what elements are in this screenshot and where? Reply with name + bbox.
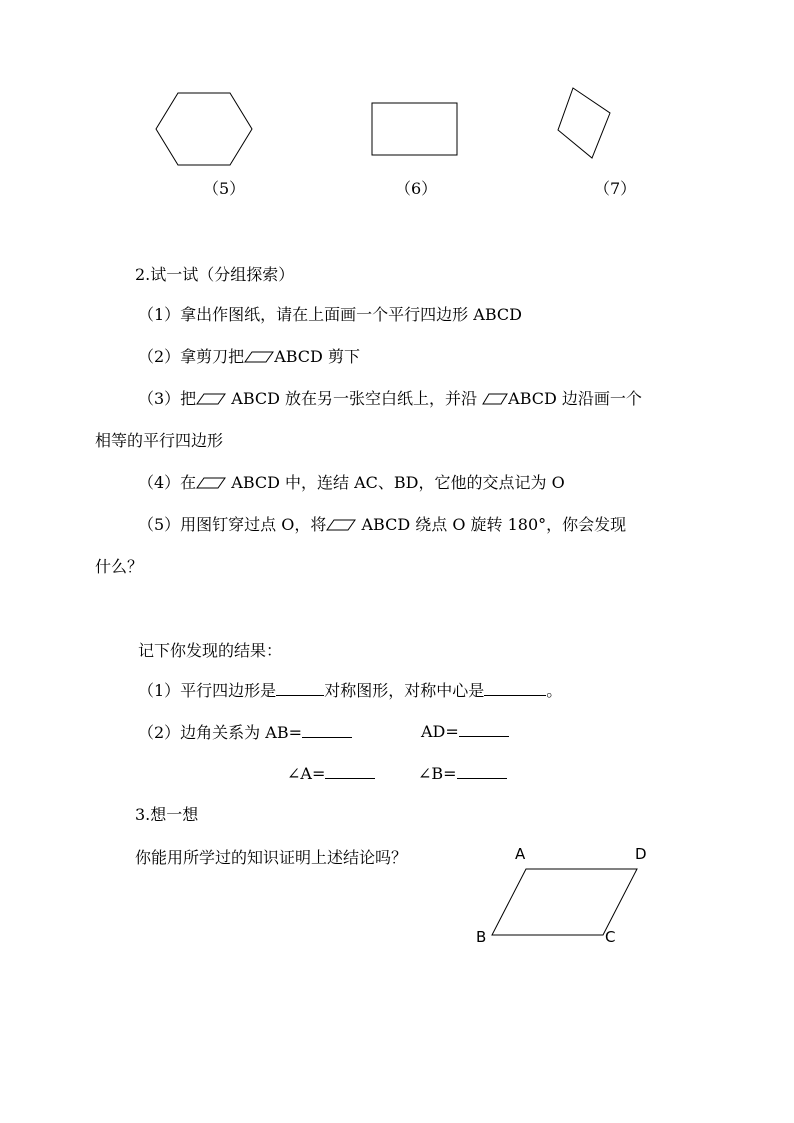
rectangle-figure <box>370 100 460 158</box>
step-1: （1）拿出作图纸，请在上面画一个平行四边形 ABCD <box>138 305 522 324</box>
parallelogram-icon <box>196 392 226 406</box>
parallelogram-icon <box>326 518 356 532</box>
vertex-a-label: A <box>515 845 526 863</box>
step-4-prefix: （4）在 <box>138 473 197 492</box>
section-3-question: 你能用所学过的知识证明上述结论吗？ <box>135 848 408 867</box>
parallelogram-icon <box>196 476 226 490</box>
section-3-title: 3.想一想 <box>135 805 199 824</box>
vertex-d-label: D <box>635 845 647 863</box>
rhombus-figure <box>555 85 615 163</box>
step-3 <box>138 386 642 409</box>
hexagon-figure <box>150 88 258 170</box>
step-3-continued: 相等的平行四边形 <box>95 431 224 450</box>
angle-a-row <box>287 762 375 783</box>
figure-7-label: （7） <box>594 179 637 198</box>
step-3-part-b: ABCD 放在另一张空白纸上，并沿 <box>226 389 483 408</box>
parallelogram-abcd-figure <box>480 860 650 945</box>
result-1-middle: 对称图形，对称中心是 <box>324 681 485 700</box>
symmetry-type-blank[interactable] <box>276 679 324 696</box>
vertex-b-label: B <box>476 928 487 946</box>
step-4 <box>138 470 565 493</box>
step-4-suffix: ABCD 中，连结 AC、BD，它他的交点记为 O <box>226 473 565 492</box>
step-3-part-c: ABCD 边沿画一个 <box>508 389 642 408</box>
figure-6-label: （6） <box>395 179 438 198</box>
result-1-prefix: （1）平行四边形是 <box>138 681 277 700</box>
result-1-end: 。 <box>546 681 563 700</box>
ab-blank[interactable] <box>302 721 352 738</box>
symmetry-center-blank[interactable] <box>484 679 546 696</box>
figure-5-label: （5） <box>203 179 246 198</box>
angle-b-row <box>418 762 507 783</box>
step-5 <box>138 512 626 535</box>
step-2-prefix: （2）拿剪刀把 <box>138 347 245 366</box>
result-2-ad <box>421 720 509 741</box>
result-1 <box>138 678 562 701</box>
ad-label: AD= <box>421 722 459 741</box>
vertex-c-label: C <box>605 928 616 946</box>
step-5-continued: 什么？ <box>95 557 144 576</box>
angle-a-blank[interactable] <box>325 762 375 779</box>
result-2 <box>138 720 352 743</box>
results-intro: 记下你发现的结果： <box>138 641 283 660</box>
step-5-prefix: （5）用图钉穿过点 O，将 <box>138 515 327 534</box>
angle-b-blank[interactable] <box>457 762 507 779</box>
step-5-suffix: ABCD 绕点 O 旋转 180°，你会发现 <box>356 515 627 534</box>
section-2-title: 2.试一试（分组探索） <box>135 265 295 284</box>
angle-a-label: ∠A= <box>287 764 326 783</box>
parallelogram-icon <box>482 392 508 406</box>
step-3-part-a: （3）把 <box>138 389 197 408</box>
angle-b-label: ∠B= <box>418 764 457 783</box>
step-2-suffix: ABCD 剪下 <box>274 347 360 366</box>
result-2-prefix: （2）边角关系为 AB= <box>138 723 302 742</box>
ad-blank[interactable] <box>459 720 509 737</box>
parallelogram-icon <box>244 350 274 364</box>
step-2 <box>138 344 360 367</box>
